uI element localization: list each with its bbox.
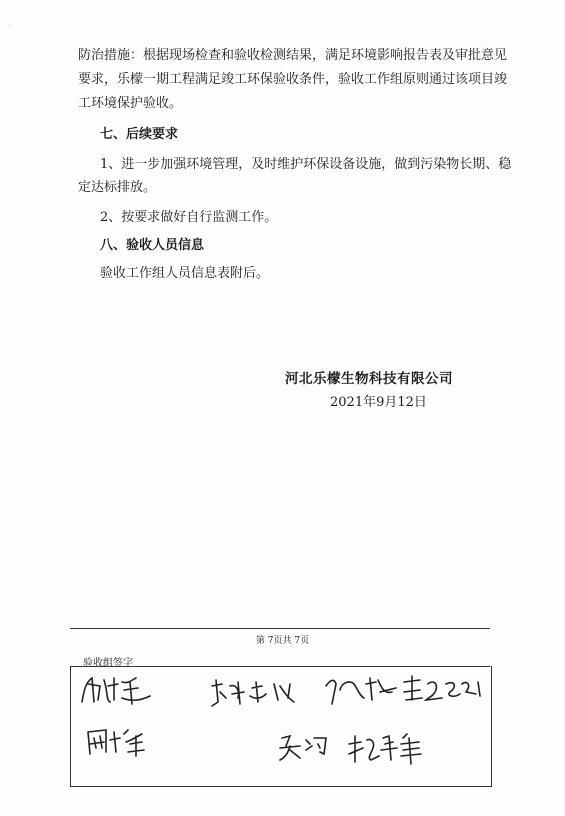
body-line-3: 工环境保护验收。 (78, 96, 183, 111)
signature-5 (276, 730, 336, 764)
section-heading-7: 七、后续要求 (100, 127, 179, 142)
page-indicator: 第 7页共 7页 (255, 636, 310, 646)
item-2: 2、按要求做好自行监测工作。 (100, 210, 278, 225)
body-line-2: 要求，乐檬一期工程满足竣工环保验收条件，验收工作组原则通过该项目竣 (78, 72, 508, 87)
footer-rule (70, 628, 490, 629)
signature-3 (320, 670, 490, 710)
section-heading-8: 八、验收人员信息 (100, 238, 205, 253)
item-1-line-1: 1、进一步加强环境管理，及时维护环保设备设施，做到污染物长期、稳 (100, 157, 512, 172)
signature-date: 2021年9月12日 (330, 395, 427, 410)
signature-label: 验收组签字 (83, 658, 133, 669)
signature-2 (208, 676, 308, 710)
info-line: 验收工作组人员信息表附后。 (100, 266, 270, 281)
signature-1 (78, 672, 158, 710)
body-line-1: 防治措施：根据现场检查和验收检测结果，满足环境影响报告表及审批意见 (78, 48, 508, 63)
signature-6 (345, 728, 435, 766)
item-1-line-2: 定达标排放。 (78, 180, 157, 195)
scan-mark: · (8, 22, 11, 31)
company-name: 河北乐檬生物科技有限公司 (285, 371, 453, 387)
signature-4 (84, 724, 154, 760)
